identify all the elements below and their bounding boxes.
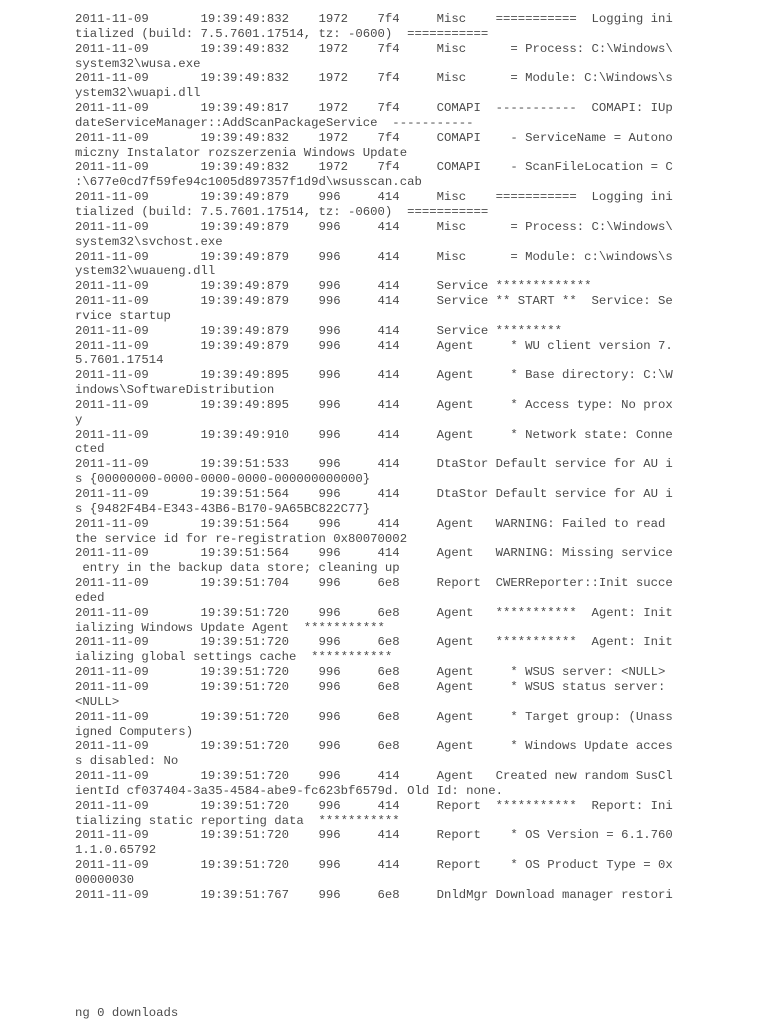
log-line: 2011-11-09 19:39:49:832 1972 7f4 COMAPI - ScanFileLocation = C [75,160,673,175]
log-line: 1.1.0.65792 [75,843,157,858]
log-line: indows\SoftwareDistribution [75,383,275,398]
log-line: 2011-11-09 19:39:51:720 996 6e8 Agent * WSUS server: <NULL> [75,665,666,680]
log-line: 2011-11-09 19:39:51:720 996 6e8 Agent * WSUS status server: [75,679,666,694]
log-line: :\677e0cd7f59fe94c1005d897357f1d9d\wsusscan.cab [75,175,422,190]
log-line: 2011-11-09 19:39:49:832 1972 7f4 Misc = Module: C:\Windows\s [75,71,673,86]
log-line: 5.7601.17514 [75,353,164,368]
log-line: <NULL> [75,694,120,709]
log-line: tialized (build: 7.5.7601.17514, tz: -0600) =========== [75,204,489,219]
log-line: tialized (build: 7.5.7601.17514, tz: -0600) =========== [75,26,489,41]
log-line: 2011-11-09 19:39:51:720 996 414 Report *********** Report: Ini [75,798,673,813]
log-line: 2011-11-09 19:39:49:879 996 414 Misc = Module: c:\windows\s [75,249,673,264]
log-line: 2011-11-09 19:39:51:720 996 6e8 Agent * Windows Update acces [75,739,673,754]
log-line: 2011-11-09 19:39:49:879 996 414 Service ************* [75,279,592,294]
log-line: 2011-11-09 19:39:49:832 1972 7f4 Misc = Process: C:\Windows\ [75,41,673,56]
log-line: ystem32\wuapi.dll [75,86,201,101]
log-line: 00000030 [75,872,135,887]
log-line: 2011-11-09 19:39:51:767 996 6e8 DnldMgr Download manager restori [75,887,673,902]
log-line: 2011-11-09 19:39:49:895 996 414 Agent * Base directory: C:\W [75,368,673,383]
log-line: 2011-11-09 19:39:49:879 996 414 Service ********* [75,323,563,338]
log-line: 2011-11-09 19:39:49:832 1972 7f4 Misc =========== Logging ini [75,12,673,26]
log-line: tializing static reporting data *********** [75,813,400,828]
log-line: 2011-11-09 19:39:49:817 1972 7f4 COMAPI ----------- COMAPI: IUp [75,101,673,116]
log-line: 2011-11-09 19:39:51:720 996 6e8 Agent *********** Agent: Init [75,635,673,650]
log-line: 2011-11-09 19:39:51:704 996 6e8 Report CWERReporter::Init succe [75,576,673,591]
log-line: 2011-11-09 19:39:51:720 996 414 Report * OS Product Type = 0x [75,858,673,873]
log-line: 2011-11-09 19:39:49:879 996 414 Misc =========== Logging ini [75,190,673,205]
log-line: entry in the backup data store; cleaning up [75,561,400,576]
log-line: dateServiceManager::AddScanPackageService ----------- [75,115,474,130]
log-text-continuation: ng 0 downloads [75,1006,179,1020]
log-line: 2011-11-09 19:39:49:832 1972 7f4 COMAPI - ServiceName = Autono [75,130,673,145]
log-line: 2011-11-09 19:39:51:720 996 6e8 Agent *********** Agent: Init [75,605,673,620]
log-line: y [75,412,83,427]
log-line: 2011-11-09 19:39:51:564 996 414 DtaStor Default service for AU i [75,487,673,501]
log-line: 2011-11-09 19:39:51:564 996 414 Agent WARNING: Failed to read [75,516,666,531]
log-line: the service id for re-registration 0x80070002 [75,531,408,546]
log-line: s disabled: No [75,754,179,769]
log-line: 2011-11-09 19:39:49:879 996 414 Service ** START ** Service: Se [75,294,673,309]
log-line: system32\svchost.exe [75,234,223,249]
log-line: rvice startup [75,308,171,323]
log-line: ializing global settings cache *********** [75,650,393,665]
log-line: 2011-11-09 19:39:49:895 996 414 Agent * Access type: No prox [75,397,673,412]
log-line: 2011-11-09 19:39:51:720 996 6e8 Agent * Target group: (Unass [75,709,673,724]
log-line: eded [75,590,105,605]
log-line: igned Computers) [75,724,194,739]
log-line: 2011-11-09 19:39:49:879 996 414 Agent * WU client version 7. [75,338,673,353]
log-line: cted [75,442,105,457]
log-text [75,12,673,903]
log-line: miczny Instalator rozszerzenia Windows Update [75,145,408,160]
log-line: 2011-11-09 19:39:51:564 996 414 Agent WARNING: Missing service [75,546,673,561]
log-line: 2011-11-09 19:39:49:910 996 414 Agent * Network state: Conne [75,427,673,442]
log-line: ializing Windows Update Agent *********** [75,620,385,635]
log-line: ystem32\wuaueng.dll [75,264,216,279]
log-line: 2011-11-09 19:39:51:720 996 414 Report * OS Version = 6.1.760 [75,828,673,843]
log-line: s {9482F4B4-E343-43B6-B170-9A65BC822C77} [75,501,371,516]
log-line: 2011-11-09 19:39:51:533 996 414 DtaStor Default service for AU i [75,457,673,472]
log-line: s {00000000-0000-0000-0000-000000000000} [75,472,371,487]
log-line: system32\wusa.exe [75,56,201,71]
log-line: 2011-11-09 19:39:51:720 996 414 Agent Created new random SusCl [75,769,673,784]
log-line: ientId cf037404-3a35-4584-abe9-fc623bf6579d. Old Id: none. [75,783,504,798]
log-line: 2011-11-09 19:39:49:879 996 414 Misc = Process: C:\Windows\ [75,219,673,234]
